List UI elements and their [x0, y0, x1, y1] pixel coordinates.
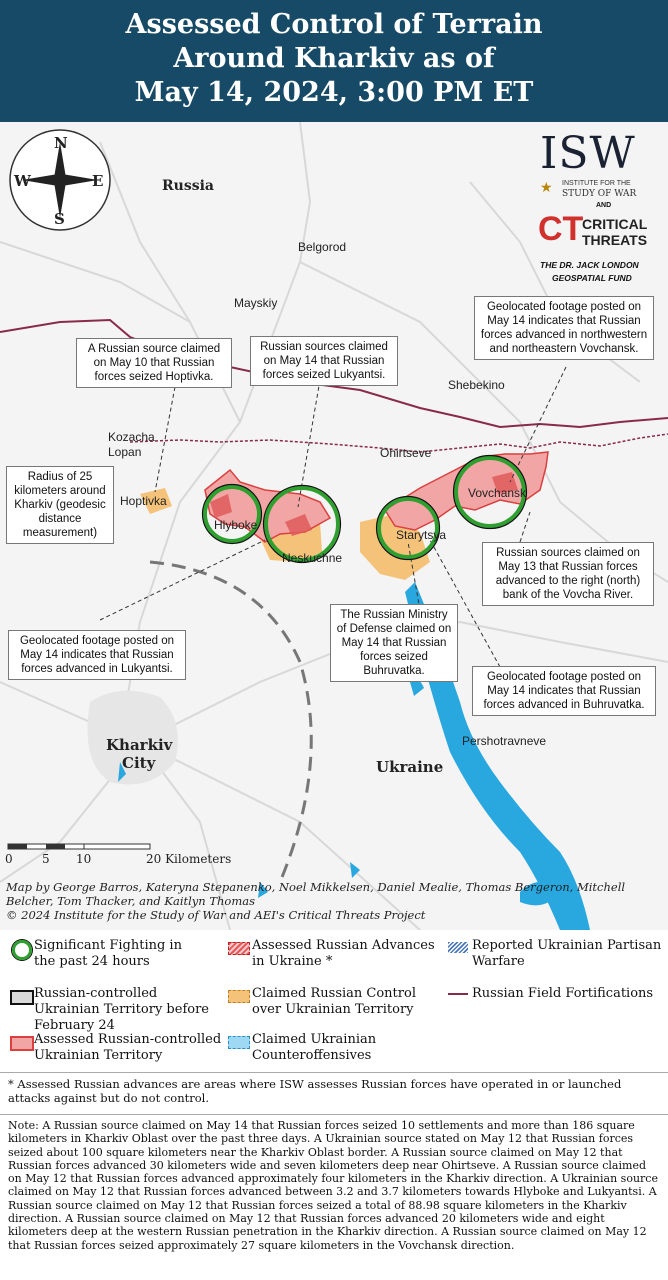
- legend-fighting: Significant Fighting in the past 24 hours: [34, 938, 182, 969]
- assessed-swatch: [10, 1036, 34, 1051]
- note-text: Note: A Russian source claimed on May 14 that Russian forces seized 10 settlements and more than 186 square kilometers in Kharkiv Oblast over the past three days. A Ukrainian source stated on May 12 that Russian forces seized about 100 square kilometers near the Kharkiv Oblast border. A Russian source claimed on May 12 that Russian forces advanced 30 kilometers wide and seven kilometers deep near Ohirtseve. A Russian source claimed on May 12 that Russian forces advanced approximately four kilometers in the Kharkiv direction. A Ukrainian source claimed on May 12 that Russian forces advanced between 3.2 and 3.7 kilometers towards Hlyboke and Lukyantsi. A Russian source claimed on May 12 that Russian forces seized a total of 88.98 square kilometers in the Kharkiv direction. A Russian source claimed on May 12 that Russian forces advanced 20 kilometers wide and eight kilometers deep at the western Russian penetration in the Kharkiv direction. A Russian source claimed on May 12 that Russian forces seized approximately 27 square kilometers in the Vovchansk direction.: [0, 1114, 668, 1280]
- callout-buhruvatka-geolocated: Geolocated footage posted on May 14 indicates that Russian forces advanced in Buhruvatka.: [472, 666, 656, 716]
- callout-hoptivka: A Russian source claimed on May 10 that Russian forces seized Hoptivka.: [76, 338, 232, 388]
- advances-swatch: [228, 942, 250, 955]
- map-credits: [6, 880, 662, 922]
- legend-fortifications: Russian Field Fortifications: [472, 986, 654, 1001]
- title-line-2: Around Kharkiv as of: [173, 43, 495, 74]
- pre2022-swatch: [10, 990, 34, 1005]
- label-mayskiy: Mayskiy: [234, 296, 278, 310]
- scale-20: 20 Kilometers: [146, 852, 232, 866]
- label-shebekino: Shebekino: [448, 378, 505, 392]
- label-ukraine: Ukraine: [376, 758, 444, 776]
- scale-0: 0: [5, 852, 13, 866]
- map-area: N S E W ISW INSTITUTE FOR THE STUDY OF WAR ★ AND CT CRITICAL THREATS THE DR. JACK LONDON GEOSPATIAL FUND Russia Ukraine Kharkiv City Belgorod Mayskiy Shebekino Kozacha Lopan Hoptivka Hlyboke Neskuchne Starytsya Ohirtseve Vovchansk Pershotravneve A Russian source claimed on May 10 that Russian forces seized Hoptivka. Russian sources claimed on May 14 that Russian forces seized Lukyantsi. Geolocated footage posted on May 14 indicates that Russian forces advanced in northwestern and northeastern Vovchansk. Radius of 25 kilometers around Kharkiv (geodesic distance measurement) Russian sources claimed on May 13 that Russian forces advanced to the right (north) bank of the Vovcha River. Geolocated footage posted on May 14 indicates that Russian forces advanced in Lukyantsi. The Russian Ministry of Defense claimed on May 14 that Russian forces seized Buhruvatka. Geolocated footage posted on May 14 indicates that Russian forces advanced in Buhruvatka. 0 5 10 20 Kilometers: [0, 122, 668, 930]
- credits-authors: Map by George Barros, Kateryna Stepanenko, Noel Mikkelsen, Daniel Mealie, Thomas Bergeron, Mitchell Belcher, Tom Thacker, and Kaitlyn Thomas: [6, 880, 626, 908]
- scale-bar: [8, 844, 150, 849]
- title-banner: [0, 0, 668, 122]
- fighting-swatch: [12, 940, 32, 960]
- legend-assessed: Assessed Russian-controlled Ukrainian Territory: [34, 1032, 222, 1063]
- callout-lukyantsi-claim: Russian sources claimed on May 14 that Russian forces seized Lukyantsi.: [250, 336, 398, 386]
- label-ohirtseve: Ohirtseve: [380, 446, 432, 460]
- callout-vovchansk-geolocated: Geolocated footage posted on May 14 indicates that Russian forces advanced in northwestern and northeastern Vovchansk.: [474, 296, 654, 360]
- credits-copyright: © 2024 Institute for the Study of War and AEI's Critical Threats Project: [6, 908, 426, 922]
- label-kharkiv: Kharkiv: [106, 736, 173, 754]
- legend-partisan: Reported Ukrainian Partisan Warfare: [472, 938, 662, 969]
- label-hlyboke: Hlyboke: [214, 518, 258, 532]
- scale-5: 5: [42, 852, 50, 866]
- label-neskuchne: Neskuchne: [282, 551, 343, 565]
- callout-buhruvatka-mod: The Russian Ministry of Defense claimed on May 14 that Russian forces seized Buhruvatka.: [330, 604, 458, 682]
- label-belgorod: Belgorod: [298, 240, 347, 254]
- logo-and: AND: [596, 202, 612, 209]
- partisan-swatch: [448, 942, 468, 953]
- legend-counter: Claimed Ukrainian Counteroffensives: [252, 1032, 377, 1063]
- legend-claimed: Claimed Russian Control over Ukrainian Territory: [252, 986, 416, 1017]
- label-lopan: Lopan: [108, 445, 142, 459]
- compass-s: S: [54, 210, 65, 228]
- label-kharkiv-city: City: [122, 754, 156, 772]
- legend-advances: Assessed Russian Advances in Ukraine *: [252, 938, 435, 969]
- title-line-1: Assessed Control of Terrain: [125, 9, 543, 40]
- compass-w: W: [14, 172, 31, 190]
- label-pershotravneve: Pershotravneve: [462, 734, 547, 748]
- compass-n: N: [54, 134, 68, 152]
- legend: [0, 930, 668, 1070]
- map-title: [0, 8, 668, 110]
- title-line-3: May 14, 2024, 3:00 PM ET: [134, 77, 534, 108]
- claimed-swatch: [228, 990, 250, 1003]
- compass-e: E: [92, 172, 104, 190]
- label-hoptivka: Hoptivka: [120, 494, 167, 508]
- fund-line-2: GEOSPATIAL FUND: [552, 273, 632, 283]
- callout-vovcha-river: Russian sources claimed on May 13 that Russian forces advanced to the right (north) bank of the Vovcha River.: [482, 542, 654, 606]
- legend-pre2022: Russian-controlled Ukrainian Territory before February 24: [34, 986, 209, 1033]
- star-icon: ★: [540, 180, 553, 196]
- label-russia: Russia: [162, 178, 214, 194]
- callout-radius: Radius of 25 kilometers around Kharkiv (geodesic distance measurement): [6, 466, 114, 544]
- label-vovchansk: Vovchansk: [468, 486, 527, 500]
- label-kozacha: Kozacha: [108, 430, 155, 444]
- label-starytsya: Starytsya: [396, 528, 447, 542]
- fortification-swatch: [448, 993, 468, 995]
- footnote: * Assessed Russian advances are areas where ISW assesses Russian forces have operated in or launched attacks against but do not control.: [0, 1072, 668, 1114]
- scale-10: 10: [76, 852, 92, 866]
- fund-line-1: THE DR. JACK LONDON: [540, 260, 639, 270]
- callout-lukyantsi-geolocated: Geolocated footage posted on May 14 indicates that Russian forces advanced in Lukyantsi.: [8, 630, 186, 680]
- counter-swatch: [228, 1036, 250, 1049]
